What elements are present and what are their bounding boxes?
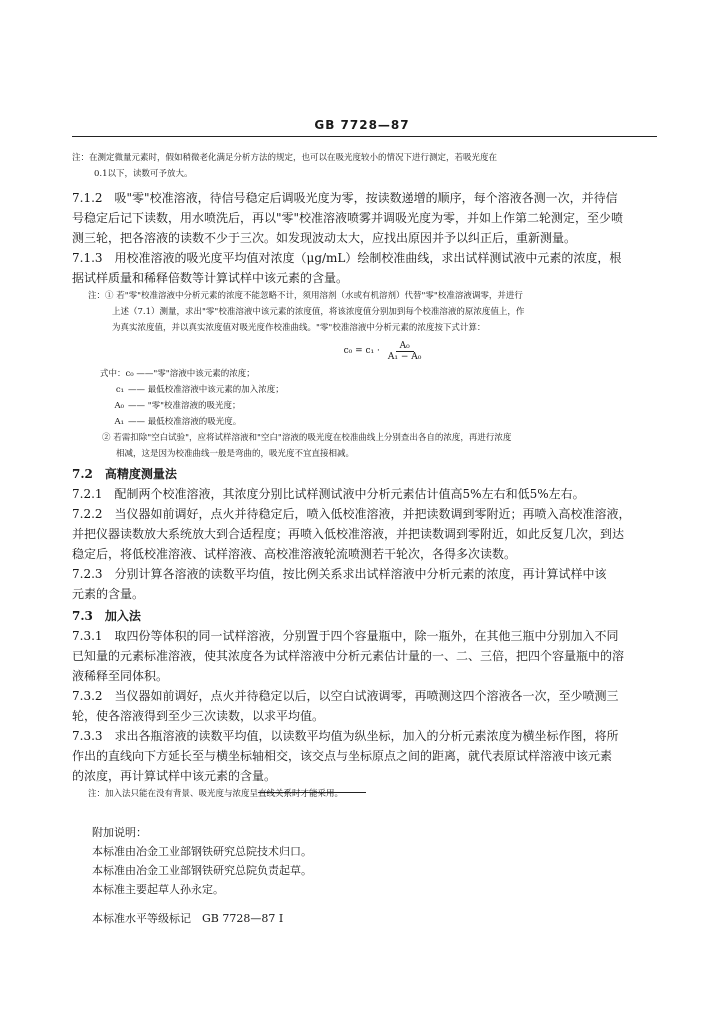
clause-7-3-2: 轮，使各溶液得到至少三次读数，以求平均值。	[72, 709, 325, 723]
appendix-title: 附加说明：	[92, 826, 147, 839]
standard-level-mark: 本标准水平等级标记 GB 7728—87 I	[92, 912, 284, 925]
definitions-intro: 式中：c₀ ——"零"溶液中该元素的浓度；	[100, 369, 255, 379]
clause-7-1-3: 据试样质量和稀释倍数等计算试样中该元素的含量。	[72, 271, 349, 285]
definition-symbol: A₁	[114, 417, 124, 427]
zero-concentration-formula	[112, 336, 657, 366]
clause-7-2-3: 7.2.3 分别计算各溶液的读数平均值，按比例关系求出试样溶液中分析元素的浓度，再计算试样中该	[72, 567, 607, 581]
clause-7-3-3: 的浓度，再计算试样中该元素的含量。	[72, 769, 277, 783]
top-note-line: 注：在测定微量元素时，假如稍微老化满足分析方法的规定，也可以在吸光度较小的情况下进行测定，若吸光度在	[72, 153, 498, 163]
header-rule	[72, 136, 657, 137]
clause-7-3-2: 7.3.2 当仪器如前调好，点火并待稳定以后，以空白试液调零，再喷测这四个溶液各一次，至少喷测三	[72, 689, 619, 703]
clause-7-1-2: 测三轮，把各溶液的读数不少于三次。如发现波动太大，应找出原因并予以纠正后，重新测量。	[72, 231, 577, 245]
appendix	[92, 823, 632, 899]
definition-symbol: A₀	[114, 401, 124, 411]
note-2: ② 若需扣除"空白试验"，应将试样溶液和"空白"溶液的吸光度在校准曲线上分别查出各自的浓度，再进行浓度	[102, 433, 512, 443]
note-7-1-3: 上述（7.1）测量，求出"零"校准溶液中该元素的浓度值，将该浓度值分别加到每个校准溶液的原浓度值上，作	[112, 307, 525, 317]
appendix-line: 本标准由冶金工业部钢铁研究总院技术归口。	[92, 845, 312, 858]
formula-numerator: A₀	[396, 341, 414, 352]
clause-7-2-2: 并把仪器读数放大系统放大到合适程度；再喷入低校准溶液，并把读数调到零附近，如此反复几次，到达	[72, 527, 625, 541]
note-2: 相减，这是因为校准曲线一般是弯曲的，吸光度不宜直接相减。	[116, 449, 355, 459]
definition-text: —— 最低校准溶液的吸光度。	[128, 417, 242, 427]
section-7-3-title: 7.3 加入法	[72, 609, 141, 623]
page-header-code: GB 7728—87	[314, 118, 410, 132]
note-7-1-3: 注：① 若"零"校准溶液中分析元素的浓度不能忽略不计，须用溶剂（水或有机溶剂）代替"零"校准溶液调零，并进行	[88, 291, 523, 301]
clause-7-2-2: 稳定后，将低校准溶液、试样溶液、高校准溶液轮流喷测若干轮次，各得多次读数。	[72, 547, 517, 561]
clause-7-1-3: 7.1.3 用校准溶液的吸光度平均值对浓度（μg/mL）绘制校准曲线，求出试样测试液中元素的浓度，根	[72, 251, 622, 265]
definition-text: —— 最低校准溶液中该元素的加入浓度；	[128, 385, 284, 395]
formula-fraction	[384, 341, 425, 362]
clause-7-3-1: 已知量的元素标准溶液，使其浓度各为试样溶液中分析元素估计量的一、二、三倍，把四个容量瓶中的溶	[72, 649, 625, 663]
definition-symbol: c₁	[115, 385, 124, 395]
appendix-line: 本标准由冶金工业部钢铁研究总院负责起草。	[92, 864, 312, 877]
final-note: 注：加入法只能在没有背景、吸光度与浓度呈直线关系时才能采用。	[88, 789, 344, 799]
clause-7-3-3: 作出的直线向下方延长至与横坐标轴相交，该交点与坐标原点之间的距离，就代表原试样溶液中该元素	[72, 749, 613, 763]
clause-7-3-3: 7.3.3 求出各瓶溶液的读数平均值，以读数平均值为纵坐标，加入的分析元素浓度为横坐标作图，将所	[72, 729, 619, 743]
section-divider	[258, 792, 366, 793]
clause-7-1-2: 号稳定后记下读数，用水喷洗后，再以"零"校准溶液喷雾并调吸光度为零，并如上作第二轮测定，至少喷	[72, 211, 624, 225]
top-note-line: 0.1以下，读数可予放大。	[94, 169, 193, 179]
definition-row	[72, 398, 657, 414]
formula-lhs: c₀ = c₁ ·	[343, 346, 380, 356]
formula-denominator: A₁ − A₀	[387, 351, 422, 362]
note-7-1-3: 为真实浓度值，并以真实浓度值对吸光度作校准曲线。"零"校准溶液中分析元素的浓度按下式计算：	[112, 323, 486, 333]
clause-7-2-3: 元素的含量。	[72, 587, 145, 601]
document-body	[72, 146, 657, 802]
clause-7-2-1: 7.2.1 配制两个校准溶液，其浓度分别比试样测试液中分析元素估计值高5%左右和低5%左右。	[72, 487, 585, 501]
clause-7-2-2: 7.2.2 当仪器如前调好，点火并待稳定后，喷入低校准溶液，并把读数调到零附近；再喷入高校准溶液，	[72, 507, 631, 521]
clause-7-3-1: 液稀释至同体积。	[72, 669, 169, 683]
definition-row	[72, 414, 657, 430]
definition-row	[72, 382, 657, 398]
appendix-line: 本标准主要起草人孙永定。	[92, 883, 224, 896]
definition-text: —— "零"校准溶液的吸光度；	[128, 401, 241, 411]
section-7-2-title: 7.2 高精度测量法	[72, 467, 177, 481]
clause-7-3-1: 7.3.1 取四份等体积的同一试样溶液，分别置于四个容量瓶中，除一瓶外，在其他三瓶中分别加入不同	[72, 629, 619, 643]
clause-7-1-2: 7.1.2 吸"零"校准溶液，待信号稳定后调吸光度为零，按读数递增的顺序，每个溶液各测一次，并待信	[72, 191, 618, 205]
